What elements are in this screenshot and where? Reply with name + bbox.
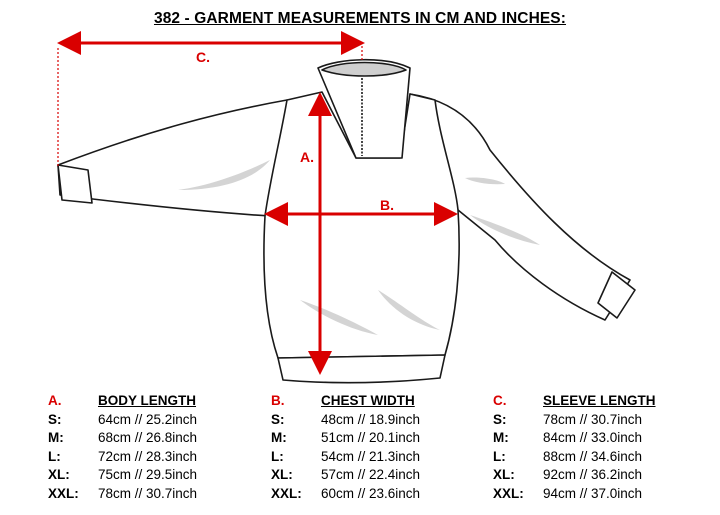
table-row: L: 72cm // 28.3inch	[48, 448, 198, 464]
table-row: XXL: 60cm // 23.6inch	[271, 485, 421, 501]
table-row: S: 64cm // 25.2inch	[48, 411, 198, 427]
column-heading: CHEST WIDTH	[321, 393, 415, 408]
column-heading: BODY LENGTH	[98, 393, 197, 408]
measurement-column-a	[48, 392, 197, 504]
measurement-column-b	[271, 392, 420, 504]
label-c: C.	[196, 49, 210, 65]
label-a: A.	[300, 149, 314, 165]
table-row: XL: 57cm // 22.4inch	[271, 467, 421, 483]
page-title: 382 - GARMENT MEASUREMENTS IN CM AND INCHES:	[153, 10, 567, 27]
left-sleeve	[58, 100, 287, 216]
sweater-illustration	[58, 60, 635, 383]
table-row: L: 54cm // 21.3inch	[271, 448, 421, 464]
waistband	[278, 355, 445, 383]
column-letter: B.	[271, 393, 285, 408]
measurement-column-c	[493, 392, 656, 504]
table-row: M: 84cm // 33.0inch	[493, 430, 643, 446]
table-row: M: 68cm // 26.8inch	[48, 430, 198, 446]
table-row: XL: 92cm // 36.2inch	[493, 467, 643, 483]
table-row: L: 88cm // 34.6inch	[493, 448, 643, 464]
left-cuff	[58, 165, 92, 203]
table-row: S: 78cm // 30.7inch	[493, 411, 643, 427]
column-letter: A.	[48, 393, 62, 408]
table-row: XXL: 78cm // 30.7inch	[48, 485, 198, 501]
column-heading: SLEEVE LENGTH	[543, 393, 656, 408]
table-row: XL: 75cm // 29.5inch	[48, 467, 198, 483]
table-row: XXL: 94cm // 37.0inch	[493, 485, 643, 501]
column-letter: C.	[493, 393, 507, 408]
label-b: B.	[380, 197, 394, 213]
table-row: M: 51cm // 20.1inch	[271, 430, 421, 446]
table-row: S: 48cm // 18.9inch	[271, 411, 421, 427]
